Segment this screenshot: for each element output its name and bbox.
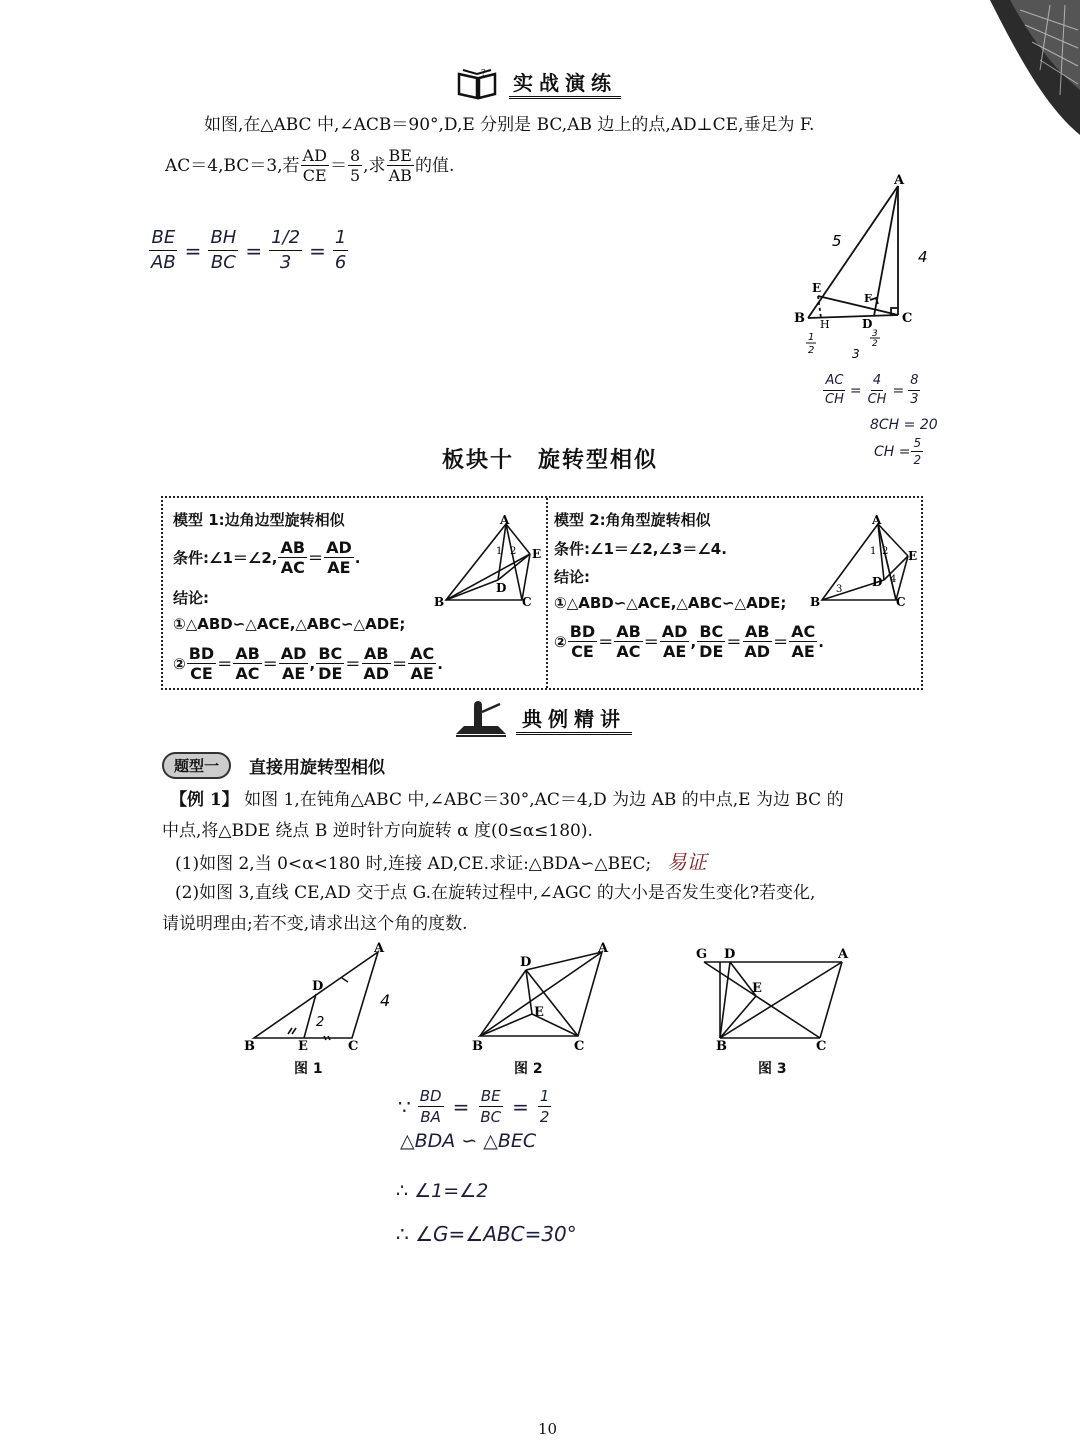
model2-figure xyxy=(808,512,918,612)
hw-eq: = xyxy=(309,238,326,263)
c2-den: AE xyxy=(410,664,434,683)
sol-den: BC xyxy=(480,1108,502,1126)
m2-fig-angle3: 3 xyxy=(836,584,843,595)
model1-conclusion-1: ①△ABD∽△ACE,△ABC∽△ADE; xyxy=(173,615,406,633)
m2-fig-angle4: 4 xyxy=(890,574,897,585)
f1-D: D xyxy=(312,979,324,994)
c2-den: AD xyxy=(744,642,771,661)
sw-den: 2 xyxy=(913,453,922,467)
figure-2-caption: 图 2 xyxy=(514,1061,543,1077)
m2-fig-angle1: 1 xyxy=(870,546,877,557)
figure-1 xyxy=(236,940,406,1060)
f3-A: A xyxy=(838,947,849,962)
c2-den: DE xyxy=(318,664,343,683)
f3-E: E xyxy=(752,981,762,996)
hw-den: BC xyxy=(210,252,236,273)
c2-den: AD xyxy=(363,664,390,683)
c2-den: AC xyxy=(616,642,641,661)
sw-den: CH xyxy=(867,392,887,407)
ex1-line2: 中点,将△BDE 绕点 B 逆时针方向旋转 α 度(0≤α≤180). xyxy=(162,821,593,841)
m2-fig-E: E xyxy=(908,549,918,563)
frac-num: BE xyxy=(388,146,412,165)
sw-line2: 8CH = 20 xyxy=(870,417,938,433)
c2-num: AB xyxy=(363,644,389,663)
note-bc: 3 xyxy=(852,347,860,361)
note-ac: 4 xyxy=(918,248,928,266)
fraction-be-ab xyxy=(387,146,414,185)
model2-condition: 条件:∠1＝∠2,∠3＝∠4. xyxy=(554,540,727,558)
m2-fig-C: C xyxy=(896,595,906,609)
m2-fig-A: A xyxy=(872,513,882,527)
solution-line3: ∴ ∠1=∠2 xyxy=(396,1180,489,1202)
frac-num: AD xyxy=(302,146,327,165)
f3-C: C xyxy=(816,1039,827,1054)
c2-den: CE xyxy=(190,664,213,683)
model1-conclusion-label: 结论: xyxy=(173,589,209,607)
m2-c2-mark: ② xyxy=(554,632,567,651)
m2-fig-D: D xyxy=(872,575,883,589)
sw-den: CH xyxy=(825,392,844,407)
svg-text:?: ? xyxy=(481,69,486,79)
fig-label-F: F xyxy=(864,292,872,305)
sw-eq: = xyxy=(849,382,862,399)
model1-figure xyxy=(430,512,545,612)
type1-heading xyxy=(162,752,385,779)
f1-C: C xyxy=(348,1039,359,1054)
practice-title: 实战演练 xyxy=(509,67,621,99)
f3-D: D xyxy=(724,947,736,962)
page-number: 10 xyxy=(538,1420,558,1438)
c2-num: AD xyxy=(280,644,307,663)
sol-den: 2 xyxy=(539,1108,550,1126)
model1-title: 模型 1:边角边型旋转相似 xyxy=(173,511,345,529)
sol-mark: ∵ xyxy=(398,1094,411,1119)
c2-den: DE xyxy=(699,642,724,661)
fig-label-H: H xyxy=(820,318,830,331)
ex1-line1 xyxy=(170,787,844,813)
c2-num: AB xyxy=(235,644,260,663)
m1-fig-D: D xyxy=(496,581,507,595)
hw-eq: = xyxy=(184,238,202,263)
practice-problem-line1: 如图,在△ABC 中,∠ACB＝90°,D,E 分别是 BC,AB 边上的点,AD⊥CE,垂足为 F. xyxy=(204,115,815,135)
m1-den: AC xyxy=(280,558,305,577)
c2-num: AC xyxy=(791,622,816,641)
m1-cond-pre: 条件:∠1＝∠2, xyxy=(173,549,278,567)
fraction-8-5 xyxy=(348,146,362,185)
solution-line1: ∵ $\frac{BD}{BA}$ = $\frac{BE}{BC}$ = $\frac{1}{2}$ xyxy=(398,1087,550,1126)
fig-label-B: B xyxy=(794,311,805,326)
ex1-tag: 【例 1】 xyxy=(170,790,239,810)
sw-num: 5 xyxy=(913,436,922,450)
f1-E: E xyxy=(298,1039,308,1054)
practice-side-work xyxy=(822,372,947,468)
c2-den: AC xyxy=(235,664,260,683)
model2-title: 模型 2:角角型旋转相似 xyxy=(554,511,711,529)
m1-fig-E: E xyxy=(532,547,542,561)
model-divider xyxy=(546,498,548,688)
c2-den: AE xyxy=(791,642,815,661)
sol-den: BA xyxy=(420,1108,441,1126)
f3-B: B xyxy=(716,1039,727,1054)
teacher-icon xyxy=(452,700,510,738)
c2-num: BC xyxy=(699,622,724,641)
frac-den: CE xyxy=(302,166,327,185)
fraction-ad-ce xyxy=(301,146,329,185)
model1-condition: 条件:∠1＝∠2, $\frac{AB}{AC}$ ＝ $\frac{AD}{AE}$ . xyxy=(173,538,361,577)
ex1-l3-note: 易证 xyxy=(666,850,707,874)
type1-badge: 题型一 xyxy=(162,752,231,779)
m1-fig-angle1: 1 xyxy=(496,546,503,557)
note-bh-num: 1 xyxy=(808,332,815,343)
hw-den: 6 xyxy=(334,252,347,273)
sol-num: BE xyxy=(480,1087,501,1105)
m2-fig-angle2: 2 xyxy=(882,546,889,557)
page-corner-shadow xyxy=(970,0,1080,140)
c2-num: AD xyxy=(661,622,688,641)
ex1-l3: (1)如图 2,当 0<α<180 时,连接 AD,CE.求证:△BDA∽△BEC; xyxy=(175,854,652,874)
f2-E: E xyxy=(534,1005,544,1020)
hw-num: 1 xyxy=(333,226,348,251)
f1-A: A xyxy=(374,941,385,956)
m2-fig-B: B xyxy=(810,595,821,609)
f1-B: B xyxy=(244,1039,255,1054)
figure-3-caption: 图 3 xyxy=(758,1061,787,1077)
f2-A: A xyxy=(598,941,609,956)
sw-line3-pre: CH = xyxy=(874,443,911,460)
c2-num: BC xyxy=(318,644,343,663)
note-bh-den: 2 xyxy=(808,345,815,356)
note-ab: 5 xyxy=(832,232,842,250)
ex1-line4: (2)如图 3,直线 CE,AD 交于点 G.在旋转过程中,∠AGC 的大小是否发生变化?若变化, xyxy=(175,883,816,903)
c2-num: BD xyxy=(188,644,215,663)
sol-num: BD xyxy=(419,1087,442,1105)
fig-label-D: D xyxy=(862,317,873,331)
m1-fig-C: C xyxy=(522,595,532,609)
frac-den: AB xyxy=(388,166,412,185)
book-icon xyxy=(455,66,501,100)
type1-title: 直接用旋转型相似 xyxy=(249,758,386,778)
frac-num: 8 xyxy=(349,146,361,165)
c2-den: AE xyxy=(662,642,687,661)
c2-num: AB xyxy=(616,622,641,641)
line2-pre: AC＝4,BC＝3,若 xyxy=(165,155,300,176)
ex1-l1: 如图 1,在钝角△ABC 中,∠ABC＝30°,AC＝4,D 为边 AB 的中点,E 为边 BC 的 xyxy=(244,790,844,810)
f1-angle2: 2 xyxy=(316,1015,325,1030)
model1-conclusion-2: ② $\frac{BD}{CE}$ ＝ $\frac{AB}{AC}$ ＝ $\frac{AD}{AE}$ , $\frac{BC}{DE}$ ＝ $\frac{AB}{AD}$ ＝ $\frac{AC}{AE}$ . xyxy=(173,644,443,683)
line2-mid: ,求 xyxy=(363,155,386,176)
hw-den: 3 xyxy=(279,252,292,273)
practice-problem-line2 xyxy=(165,146,454,185)
note-dc-den: 2 xyxy=(872,339,878,349)
figure-1-caption: 图 1 xyxy=(294,1061,323,1077)
note-dc-num: 3 xyxy=(872,329,878,339)
frac-den: 5 xyxy=(349,166,361,185)
sw-den: 3 xyxy=(910,392,919,407)
model2-conclusion-1: ①△ABD∽△ACE,△ABC∽△ADE; xyxy=(554,594,787,612)
hw-num: 1/2 xyxy=(269,226,302,251)
section-title: 板块十 旋转型相似 xyxy=(442,448,659,473)
c2-den: CE xyxy=(571,642,594,661)
equals-sign: ＝ xyxy=(329,155,347,176)
model2-conclusion-2: ② $\frac{BD}{CE}$ ＝ $\frac{AB}{AC}$ ＝ $\frac{AD}{AE}$ , $\frac{BC}{DE}$ ＝ $\frac{AB}{AD}$ ＝ $\frac{AC}{AE}$ . xyxy=(554,622,824,661)
f3-G: G xyxy=(696,947,708,962)
f1-side: 4 xyxy=(380,991,391,1010)
m1-c2-mark: ② xyxy=(173,654,186,673)
hw-num: BH xyxy=(208,226,238,251)
sw-num: 8 xyxy=(908,372,920,391)
ex1-line5: 请说明理由;若不变,请求出这个角的度数. xyxy=(162,914,468,934)
ex1-line3 xyxy=(175,849,707,877)
sw-num: 4 xyxy=(871,372,883,391)
examples-header xyxy=(452,700,632,738)
line2-post: 的值. xyxy=(414,155,455,176)
figure-3 xyxy=(690,940,860,1060)
c2-num: AC xyxy=(410,644,435,663)
practice-handwritten-work xyxy=(148,226,349,275)
examples-title: 典例精讲 xyxy=(516,703,632,735)
m1-num: AB xyxy=(280,538,306,557)
fig-label-A: A xyxy=(894,173,905,188)
model2-conclusion-label: 结论: xyxy=(554,568,590,586)
hw-num: BE xyxy=(149,226,177,251)
m1-fig-A: A xyxy=(500,513,510,527)
fig-label-C: C xyxy=(902,311,913,326)
f2-C: C xyxy=(574,1039,585,1054)
c2-den: AE xyxy=(281,664,306,683)
practice-triangle-figure xyxy=(790,170,950,370)
c2-num: BD xyxy=(569,622,596,641)
hw-den: AB xyxy=(151,252,176,273)
sw-num: AC xyxy=(823,372,845,391)
figure-2 xyxy=(466,940,616,1060)
practice-header xyxy=(455,66,621,100)
solution-line4: ∴ ∠G=∠ABC=30° xyxy=(396,1222,577,1246)
m1-den: AE xyxy=(327,558,351,577)
f2-D: D xyxy=(520,955,532,970)
fig-label-E: E xyxy=(812,281,822,295)
hw-eq: = xyxy=(245,238,263,263)
sw-eq: = xyxy=(892,382,905,399)
solution-line2: △BDA ∽ △BEC xyxy=(400,1130,537,1152)
m1-fig-angle2: 2 xyxy=(510,546,517,557)
m1-num: AD xyxy=(326,538,352,557)
sol-num: 1 xyxy=(539,1087,550,1105)
c2-num: AB xyxy=(744,622,770,641)
f2-B: B xyxy=(472,1039,483,1054)
m1-fig-B: B xyxy=(434,595,445,609)
